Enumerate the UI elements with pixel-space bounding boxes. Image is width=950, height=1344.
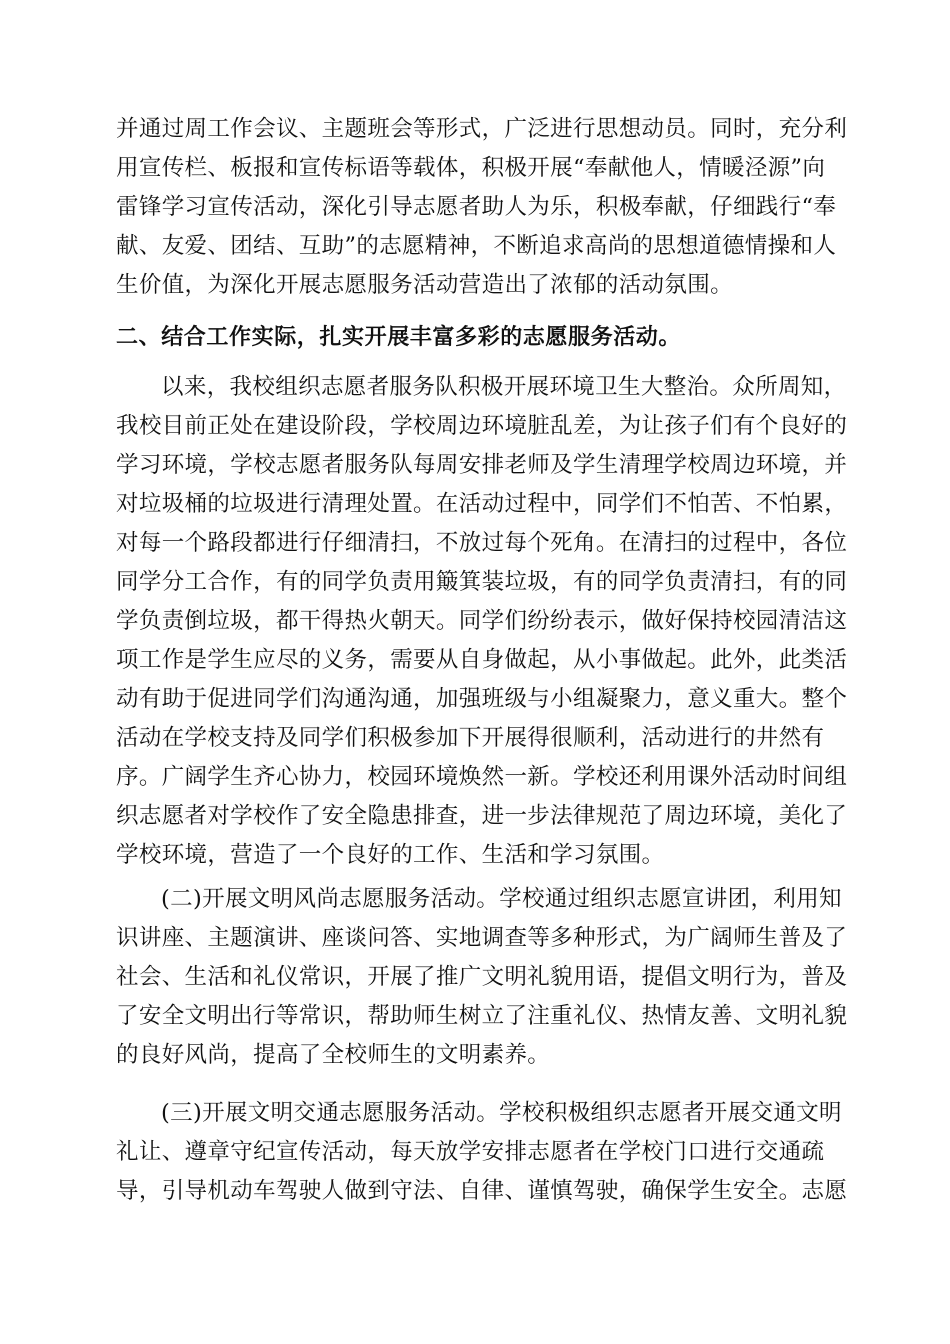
text-line: 用宣传栏、板报和宣传标语等载体，积极开展“奉献他人，情暖泾源”向 — [116, 155, 826, 181]
text-line: 导，引导机动车驾驶人做到守法、自律、谨慎驾驶，确保学生安全。志愿 — [116, 1178, 848, 1204]
paragraph-continued — [116, 110, 848, 305]
text-line: 的良好风尚，提高了全校师生的文明素养。 — [116, 1042, 551, 1068]
text-line: 学负责倒垃圾，都干得热火朝天。同学们纷纷表示，做好保持校园清洁这 — [116, 608, 848, 634]
text-line: 序。广阔学生齐心协力，校园环境焕然一新。学校还利用课外活动时间组 — [116, 764, 848, 790]
text-line: 学习环境，学校志愿者服务队每周安排老师及学生清理学校周边环境，并 — [116, 452, 848, 478]
text-line: 对每一个路段都进行仔细清扫，不放过每个死角。在清扫的过程中，各位 — [116, 530, 848, 556]
text-line: 学校环境，营造了一个良好的工作、生活和学习氛围。 — [116, 842, 665, 868]
text-line: 织志愿者对学校作了安全隐患排查，进一步法律规范了周边环境，美化了 — [116, 803, 848, 829]
section-heading — [116, 318, 836, 357]
text-line: 同学分工合作，有的同学负责用簸箕装垃圾，有的同学负责清扫，有的同 — [116, 569, 848, 595]
paragraph-traffic-service — [116, 1094, 848, 1211]
text-line: 项工作是学生应尽的义务，需要从自身做起，从小事做起。此外，此类活 — [116, 647, 848, 673]
text-line: 礼让、遵章守纪宣传活动，每天放学安排志愿者在学校门口进行交通疏 — [116, 1139, 825, 1165]
text-line: 动有助于促进同学们沟通沟通，加强班级与小组凝聚力，意义重大。整个 — [116, 686, 848, 712]
text-line: 献、友爱、团结、互助”的志愿精神，不断追求高尚的思想道德情操和人 — [116, 233, 837, 259]
text-line: (二)开展文明风尚志愿服务活动。学校通过组织志愿宣讲团，利用知 — [161, 886, 842, 912]
text-line: 并通过周工作会议、主题班会等形式，广泛进行思想动员。同时，充分利 — [116, 116, 848, 142]
text-line: 对垃圾桶的垃圾进行清理处置。在活动过程中，同学们不怕苦、不怕累， — [116, 491, 848, 517]
text-line: 以来，我校组织志愿者服务队积极开展环境卫生大整治。众所周知， — [161, 374, 847, 400]
text-line: 识讲座、主题演讲、座谈问答、实地调查等多种形式，为广阔师生普及了 — [116, 925, 848, 951]
paragraph-civility-service — [116, 880, 848, 1075]
text-line: 雷锋学习宣传活动，深化引导志愿者助人为乐，积极奉献，仔细践行“奉 — [116, 194, 837, 220]
text-line: 了安全文明出行等常识，帮助师生树立了注重礼仪、热情友善、文明礼貌 — [116, 1003, 848, 1029]
paragraph-environment-cleanup — [116, 368, 848, 875]
text-line: 社会、生活和礼仪常识，开展了推广文明礼貌用语，提倡文明行为，普及 — [116, 964, 848, 990]
text-line: (三)开展文明交通志愿服务活动。学校积极组织志愿者开展交通文明 — [161, 1100, 842, 1126]
heading-text: 二、结合工作实际，扎实开展丰富多彩的志愿服务活动。 — [116, 325, 682, 350]
text-line: 生价值，为深化开展志愿服务活动营造出了浓郁的活动氛围。 — [116, 272, 733, 298]
text-line: 我校目前正处在建设阶段，学校周边环境脏乱差，为让孩子们有个良好的 — [116, 413, 848, 439]
text-line: 活动在学校支持及同学们积极参加下开展得很顺利，活动进行的井然有 — [116, 725, 825, 751]
